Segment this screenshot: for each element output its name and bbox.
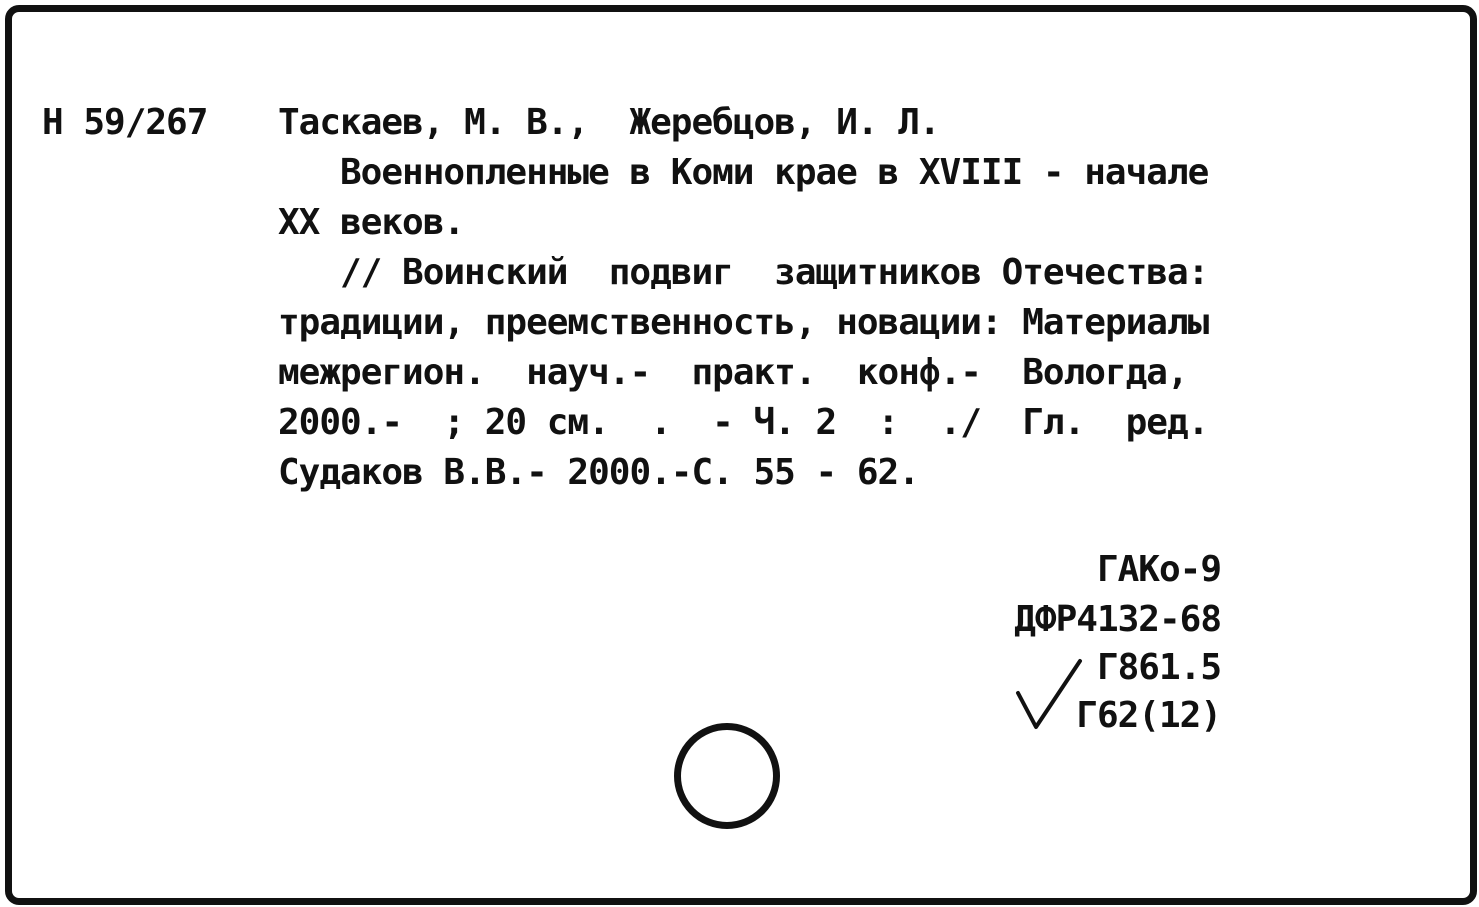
source-line-1: // Воинский подвиг защитников Отечества: xyxy=(340,252,1209,293)
archive-code: ГАКо-9 xyxy=(1096,549,1221,590)
source-line-2: традиции, преемственность, новации: Материалы xyxy=(278,302,1209,343)
call-number: Н 59/267 xyxy=(42,102,208,143)
title-line-2: XX веков. xyxy=(278,202,465,243)
document-code: ДФР4132-68 xyxy=(1014,599,1221,640)
classification-code-2: Г62(12) xyxy=(1076,695,1221,736)
checkmark-icon xyxy=(1014,655,1084,735)
source-line-4: 2000.- ; 20 см. . - Ч. 2 : ./ Гл. ред. xyxy=(278,402,1209,443)
authors: Таскаев, М. В., Жеребцов, И. Л. xyxy=(278,102,940,143)
classification-code-1: Г861.5 xyxy=(1096,647,1221,688)
title-line-1: Военнопленные в Коми крае в XVIII - начале xyxy=(340,152,1209,193)
source-line-5: Судаков В.В.- 2000.-С. 55 - 62. xyxy=(278,452,919,493)
punch-hole xyxy=(674,723,780,829)
source-line-3: межрегион. науч.- практ. конф.- Вологда, xyxy=(278,352,1188,393)
